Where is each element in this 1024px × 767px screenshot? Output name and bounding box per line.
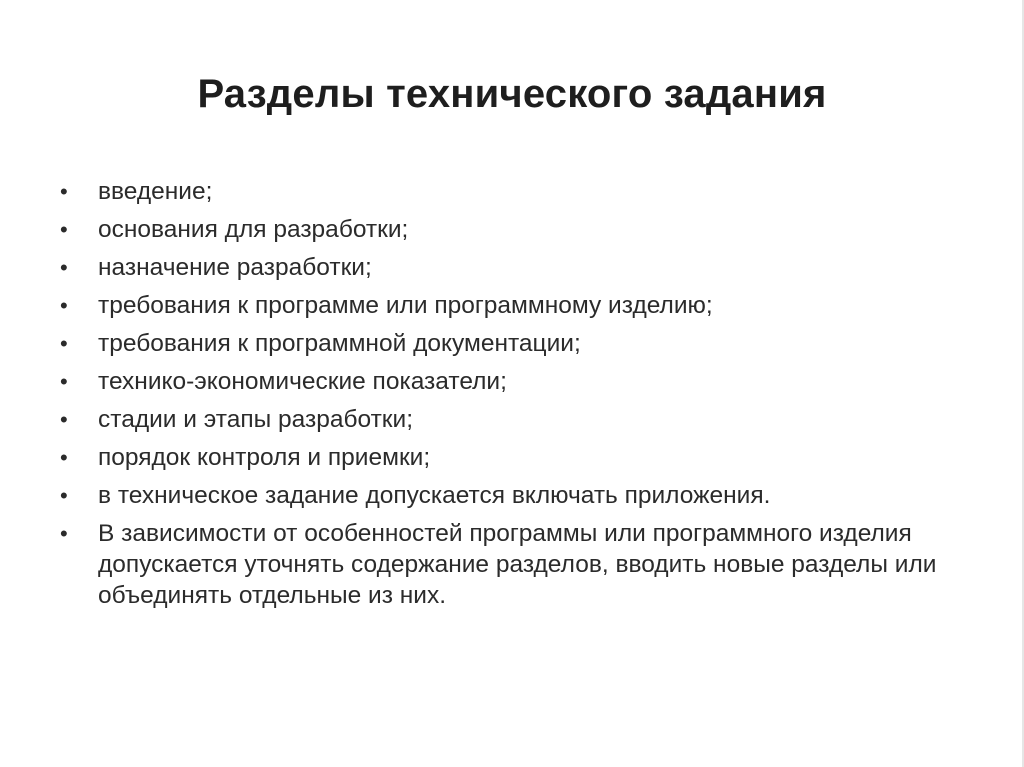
bullet-item bbox=[60, 176, 960, 208]
bullet-text: требования к программной документации; bbox=[98, 330, 581, 357]
bullet-item bbox=[60, 366, 960, 398]
bullet-text: введение; bbox=[98, 178, 213, 205]
bullet-text: назначение разработки; bbox=[98, 254, 372, 281]
bullet-dot-icon: • bbox=[60, 331, 68, 356]
bullet-list bbox=[60, 176, 960, 617]
bullet-dot-icon: • bbox=[60, 407, 68, 432]
bullet-dot-icon: • bbox=[60, 445, 68, 470]
bullet-text: основания для разработки; bbox=[98, 216, 409, 243]
bullet-item bbox=[60, 252, 960, 284]
bullet-dot-icon: • bbox=[60, 483, 68, 508]
bullet-text: стадии и этапы разработки; bbox=[98, 406, 414, 433]
bullet-item bbox=[60, 404, 960, 436]
bullet-text: порядок контроля и приемки; bbox=[98, 444, 431, 471]
slide-title: Разделы технического задания bbox=[197, 72, 827, 116]
bullet-dot-icon: • bbox=[60, 293, 68, 318]
bullet-item bbox=[60, 328, 960, 360]
bullet-dot-icon: • bbox=[60, 521, 68, 546]
bullet-text: в техническое задание допускается включать приложения. bbox=[98, 482, 771, 509]
bullet-dot-icon: • bbox=[60, 217, 68, 242]
bullet-item bbox=[60, 214, 960, 246]
bullet-item bbox=[60, 518, 960, 611]
bullet-item bbox=[60, 480, 960, 512]
bullet-text: В зависимости от особенностей программы или программного изделия допускается уточнять содержание разделов, вводить новые разделы или объединять отдельные из них. bbox=[98, 520, 937, 609]
bullet-text: требования к программе или программному изделию; bbox=[98, 292, 713, 319]
bullet-dot-icon: • bbox=[60, 179, 68, 204]
bullet-item bbox=[60, 442, 960, 474]
bullet-dot-icon: • bbox=[60, 255, 68, 280]
bullet-text: технико-экономические показатели; bbox=[98, 368, 507, 395]
bullet-dot-icon: • bbox=[60, 369, 68, 394]
bullet-item bbox=[60, 290, 960, 322]
